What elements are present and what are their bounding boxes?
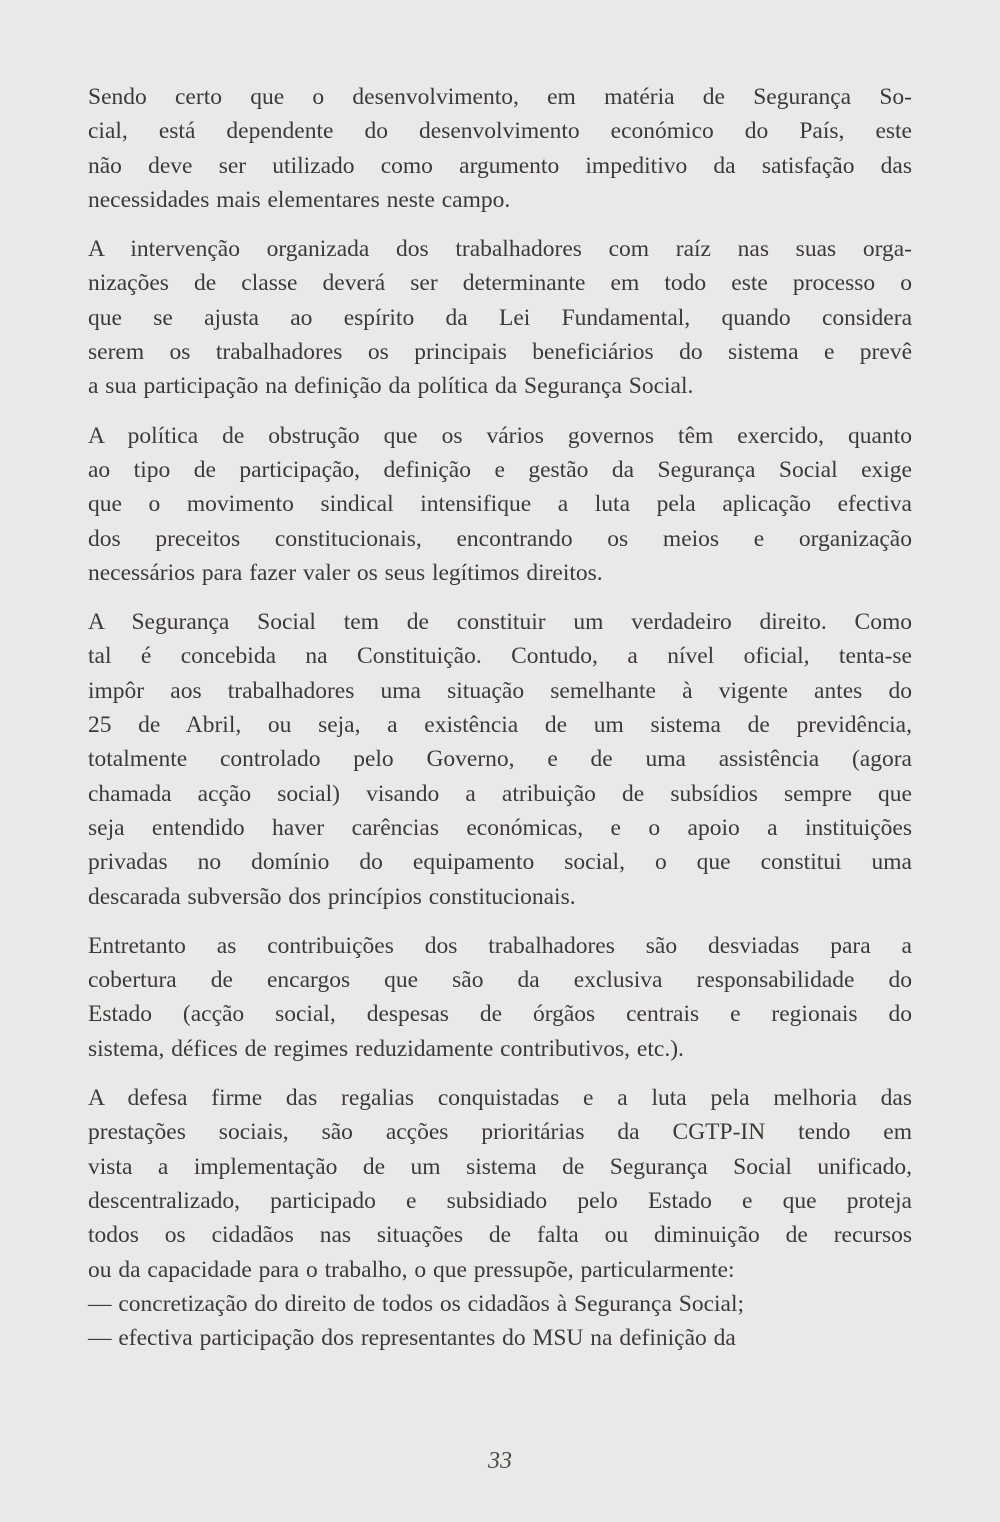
- text-line: prestações sociais, são acções prioritárias da CGTP-IN tendo em: [88, 1119, 912, 1146]
- text-line: serem os trabalhadores os principais beneficiários do sistema e prevê: [88, 339, 912, 366]
- text-line: A Segurança Social tem de constituir um verdadeiro direito. Como: [88, 609, 912, 636]
- text-line: a sua participação na definição da política da Segurança Social.: [88, 373, 694, 400]
- text-line: impôr aos trabalhadores uma situação semelhante à vigente antes do: [88, 677, 912, 704]
- paragraph-1: [88, 80, 912, 217]
- text-line: que se ajusta ao espírito da Lei Fundamental, quando considera: [88, 304, 912, 331]
- text-line: A defesa firme das regalias conquistadas e a luta pela melhoria das: [88, 1085, 912, 1112]
- text-line: Estado (acção social, despesas de órgãos centrais e regionais do: [88, 1001, 912, 1028]
- list-item: — concretização do direito de todos os cidadãos à Segurança Social;: [88, 1290, 745, 1317]
- text-line: dos preceitos constitucionais, encontrando os meios e organização: [88, 525, 912, 552]
- text-line: A intervenção organizada dos trabalhadores com raíz nas suas orga-: [88, 236, 912, 263]
- text-line: privadas no domínio do equipamento social, o que constitui uma: [88, 849, 912, 876]
- paragraph-4: [88, 605, 912, 914]
- text-line: cobertura de encargos que são da exclusiva responsabilidade do: [88, 967, 912, 994]
- text-line: que o movimento sindical intensifique a luta pela aplicação efectiva: [88, 491, 912, 518]
- text-line: cial, está dependente do desenvolvimento económico do País, este: [88, 118, 912, 145]
- page-body: [88, 80, 912, 1355]
- paragraph-2: [88, 232, 912, 403]
- page-number: 33: [488, 1448, 512, 1474]
- text-line: todos os cidadãos nas situações de falta ou diminuição de recursos: [88, 1222, 912, 1249]
- dash-list: [88, 1287, 912, 1356]
- text-line: necessidades mais elementares neste campo.: [88, 186, 511, 213]
- text-line: vista a implementação de um sistema de Segurança Social unificado,: [88, 1153, 912, 1180]
- text-line: necessários para fazer valer os seus legítimos direitos.: [88, 559, 603, 586]
- text-line: Entretanto as contribuições dos trabalhadores são desviadas para a: [88, 932, 912, 959]
- text-line: sistema, défices de regimes reduzidamente contributivos, etc.).: [88, 1035, 684, 1062]
- text-line: ao tipo de participação, definição e gestão da Segurança Social exige: [88, 456, 912, 483]
- text-line: ou da capacidade para o trabalho, o que pressupõe, particularmente:: [88, 1256, 735, 1283]
- text-line: A política de obstrução que os vários governos têm exercido, quanto: [88, 422, 912, 449]
- paragraph-3: [88, 419, 912, 590]
- text-line: não deve ser utilizado como argumento impeditivo da satisfação das: [88, 152, 912, 179]
- paragraph-5: [88, 929, 912, 1066]
- text-line: nizações de classe deverá ser determinante em todo este processo o: [88, 270, 912, 297]
- text-line: 25 de Abril, ou seja, a existência de um sistema de previdência,: [88, 712, 912, 739]
- text-line: chamada acção social) visando a atribuição de subsídios sempre que: [88, 780, 912, 807]
- text-line: descarada subversão dos princípios constitucionais.: [88, 883, 576, 910]
- text-line: descentralizado, participado e subsidiado pelo Estado e que proteja: [88, 1187, 912, 1214]
- text-line: tal é concebida na Constituição. Contudo, a nível oficial, tenta-se: [88, 643, 912, 670]
- text-line: Sendo certo que o desenvolvimento, em matéria de Segurança So-: [88, 84, 912, 110]
- paragraph-6: [88, 1081, 912, 1287]
- text-line: totalmente controlado pelo Governo, e de uma assistência (agora: [88, 746, 912, 773]
- list-item: — efectiva participação dos representantes do MSU na definição da: [88, 1325, 736, 1352]
- text-line: seja entendido haver carências económicas, e o apoio a instituições: [88, 814, 912, 841]
